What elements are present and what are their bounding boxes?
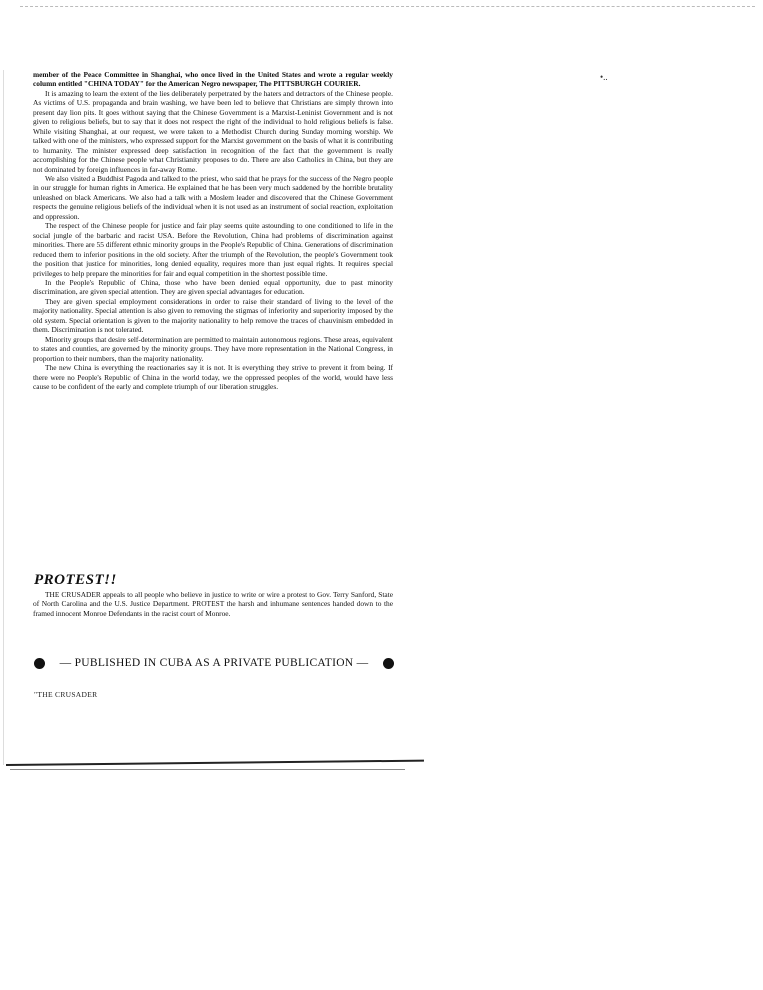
protest-heading: PROTEST!!	[34, 572, 117, 588]
publication-banner	[34, 654, 394, 672]
bottom-rule	[6, 760, 424, 766]
scan-speck: •..	[600, 72, 608, 82]
bullet-right-icon	[383, 658, 394, 669]
bottom-rule-secondary	[10, 769, 405, 770]
article-paragraph: It is amazing to learn the extent of the lies deliberately perpetrated by the haters and detractors of the Chinese people. As victims of U.S. propaganda and brain washing, we have been led to believe that Christians are simply thrown into present day lion pits. It goes without saying that the Chinese Government is a Marxist-Leninist Government and is not given to religious beliefs, but to say that it does not respect the right of the individual to hold religious beliefs is false. While visiting Shanghai, at our request, we were taken to a Methodist Church during Sunday morning worship. We talked with one of the ministers, who expressed support for the Marxist government on the basis of what it is contributing to humanity. The minister expressed deep satisfaction in recognition of the fact that the government is really accomplishing for the Chinese people what Christianity proposes to do. There are also Catholics in China, but they are not dominated by foreign influences in far-away Rome.	[33, 88, 393, 174]
article-body	[33, 70, 393, 391]
protest-paragraph: THE CRUSADER appeals to all people who believe in justice to write or wire a protest to Gov. Terry Sanford, State of North Carolina and the U.S. Justice Department. PROTEST the harsh and inhumane sentences handed down to the framed innocent Monroe Defendants in the racist court of Monroe.	[33, 590, 393, 618]
article-paragraph: They are given special employment considerations in order to raise their standard of living to the level of the majority nationality. Special attention is also given to removing the stigmas of inferiority and superiority imposed by the old system. Special orientation is given to the majority nationality to help remove the traces of chauvinism embedded in them. Discrimination is not tolerated.	[33, 296, 393, 335]
article-paragraph: member of the Peace Committee in Shanghai, who once lived in the United States and wrote a regular weekly column entitled "CHINA TODAY" for the American Negro newspaper, The PITTSBURGH COURIER.	[33, 70, 393, 89]
banner-text: — PUBLISHED IN CUBA AS A PRIVATE PUBLICATION —	[59, 657, 369, 669]
article-paragraph: The new China is everything the reactionaries say it is not. It is everything they strive to prevent it from being. If there were no People's Republic of China in the world today, we the oppressed peoples of the world, would have less cause to be confident of the early and complete triumph of our liberation struggles.	[33, 363, 393, 391]
article-paragraph: The respect of the Chinese people for justice and fair play seems quite astounding to one conditioned to life in the social jungle of the barbaric and racist USA. Before the Revolution, China had problems of discrimination against minorities. There are 55 different ethnic minority groups in the People's Republic of China. Generations of discrimination reduced them to inferior positions in the old society. After the triumph of the Revolution, the people's Government took the position that justice for minorities, long denied equality, requires more than just equal rights. It requires special privileges to help prepare the minorities for fair and equal competition in the shortest possible time.	[33, 221, 393, 278]
article-paragraph: Minority groups that desire self-determination are permitted to maintain autonomous regions. These areas, equivalent to states and counties, are governed by the minority groups. They have more representation in the National Congress, in proportion to their numbers, than the majority nationality.	[33, 334, 393, 363]
protest-body	[33, 590, 393, 618]
article-paragraph: In the People's Republic of China, those who have been denied equal opportunity, due to past minority discrimination, are given special attention. They are given special advantages for education.	[33, 277, 393, 297]
top-rule	[20, 6, 755, 7]
bullet-left-icon	[34, 658, 45, 669]
footer-label: "THE CRUSADER	[34, 690, 98, 699]
article-paragraph: We also visited a Buddhist Pagoda and talked to the priest, who said that he prays for the success of the Negro people in our struggle for human rights in America. He explained that he has been very much saddened by the horrible brutality unleashed on black Americans. We also had a talk with a Moslem leader and discovered that the Chinese Government respects the genuine religious beliefs of the individual when it is not used as an instrument of social reaction, exploitation and oppression.	[33, 173, 393, 221]
scan-edge	[3, 70, 4, 765]
